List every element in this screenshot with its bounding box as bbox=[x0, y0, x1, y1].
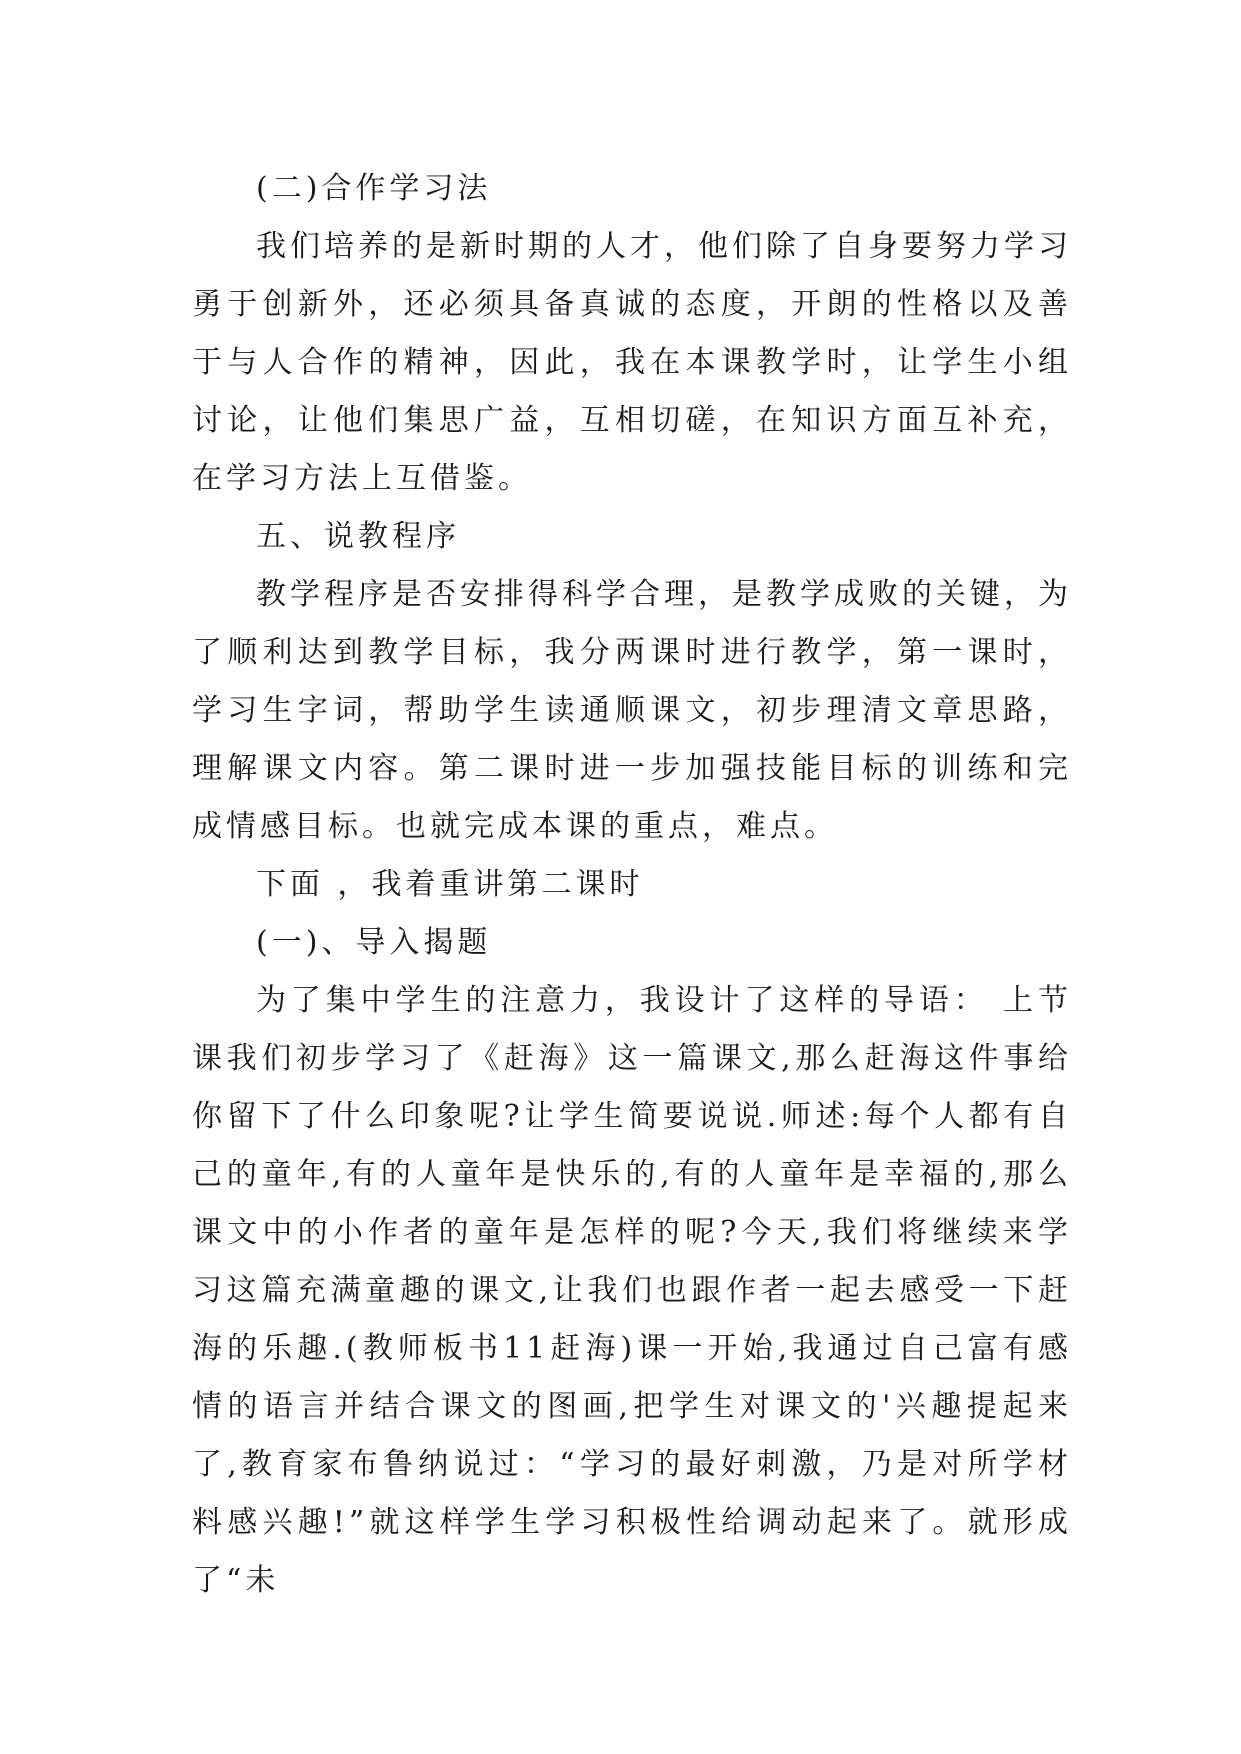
document-body bbox=[192, 160, 1072, 1610]
paragraph-teaching-procedure: 教学程序是否安排得科学合理，是教学成败的关键，为了顺利达到教学目标，我分两课时进行教学，第一课时，学习生字词，帮助学生读通顺课文，初步理清文章思路，理解课文内容。第二课时进一步加强技能目标的训练和完成情感目标。也就完成本课的重点，难点。 bbox=[192, 577, 1072, 844]
section-heading-teaching-procedure: 五、说教程序 bbox=[256, 519, 460, 554]
paragraph-second-lesson-intro: 下面 ，我着重讲第二课时 bbox=[256, 867, 644, 902]
section-heading-introduction: (一)、导入揭题 bbox=[256, 925, 492, 960]
section-heading-cooperative-learning: (二)合作学习法 bbox=[256, 171, 492, 206]
paragraph-cooperative-learning: 我们培养的是新时期的人才，他们除了自身要努力学习勇于创新外，还必须具备真诚的态度，开朗的性格以及善于与人合作的精神，因此，我在本课教学时，让学生小组讨论，让他们集思广益，互相切磋，在知识方面互补充，在学习方法上互借鉴。 bbox=[192, 229, 1072, 496]
paragraph-introduction: 为了集中学生的注意力，我设计了这样的导语： 上节课我们初步学习了《赶海》这一篇课文,那么赶海这件事给你留下了什么印象呢?让学生简要说说.师述:每个人都有自己的童年,有的人童年是快乐的,有的人童年是幸福的,那么课文中的小作者的童年是怎样的呢?今天,我们将继续来学习这篇充满童趣的课文,让我们也跟作者一起去感受一下赶海的乐趣.(教师板书11赶海)课一开始,我通过自己富有感情的语言并结合课文的图画,把学生对课文的'兴趣提起来了,教育家布鲁纳说过：“学习的最好刺激，乃是对所学材料感兴趣!”就这样学生学习积极性给调动起来了。就形成了“未 bbox=[192, 983, 1072, 1598]
